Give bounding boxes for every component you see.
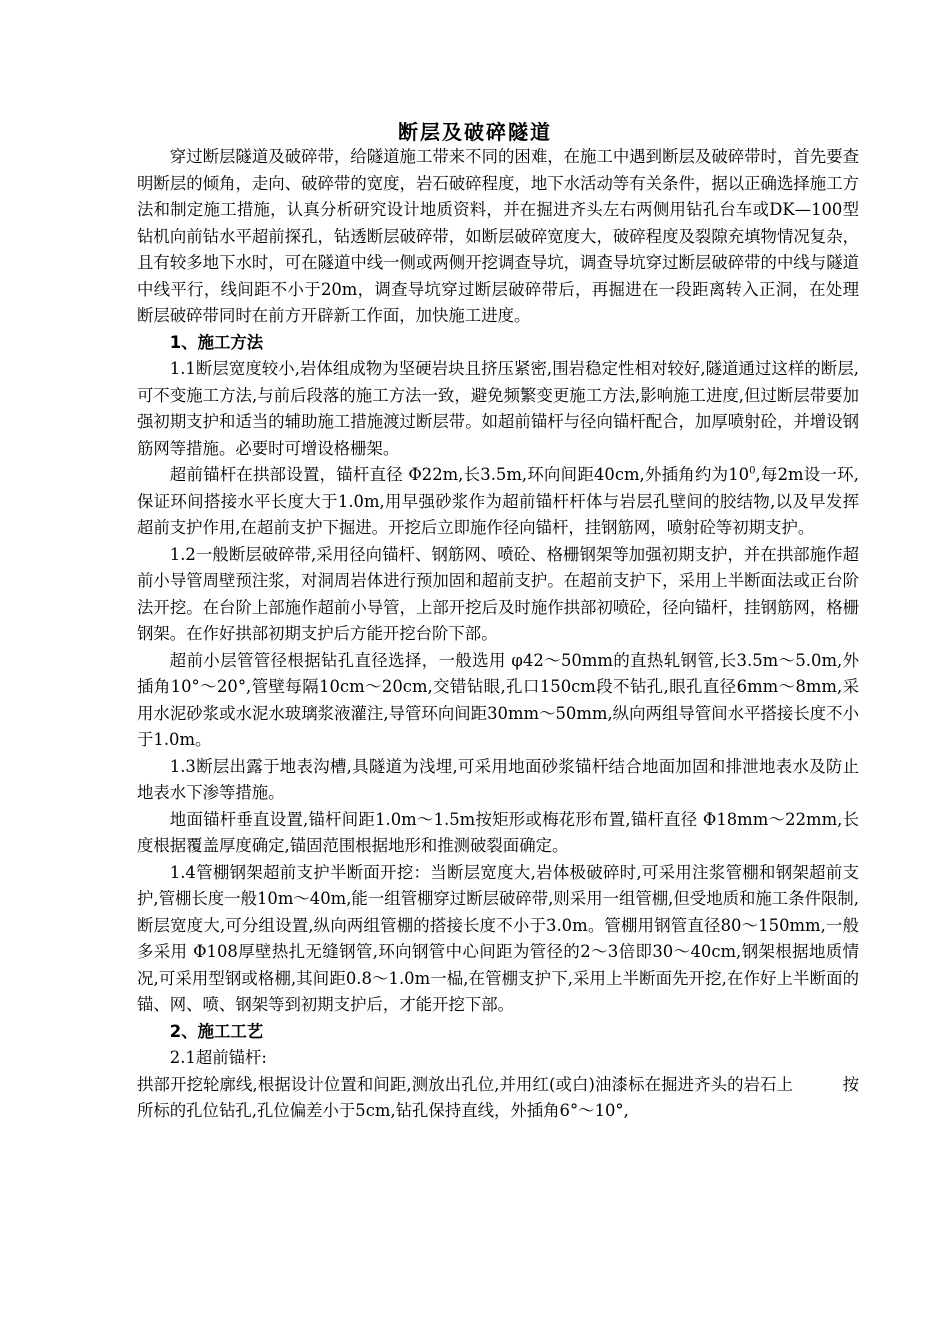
document-body	[137, 144, 859, 1125]
section-2-heading: 2、施工工艺	[169, 1021, 264, 1041]
paragraph-1-2-pipe: 超前小层管管径根据钻孔直径选择，一般选用 φ42～50mm的直热轧钢管,长3.5m～5.0m,外插角10°～20°,管壁每隔10cm～20cm,交错钻眼,孔口150cm段不钻孔,眼孔直径6mm～8mm,采用水泥砂浆或水泥水玻璃浆液灌注,导管环向间距30mm～50mm,纵向两组导管间水平搭接长度不小于1.0m。	[137, 650, 859, 749]
intro-paragraph: 穿过断层隧道及破碎带，给隧道施工带来不同的困难，在施工中遇到断层及破碎带时，首先要查明断层的倾角，走向、破碎带的宽度，岩石破碎程度，地下水活动等有关条件，据以正确选择施工方法和制定施工措施，认真分析研究设计地质资料，并在掘进齐头左右两侧用钻孔台车或DK—100型钻机向前钻水平超前探孔，钻透断层破碎带，如断层破碎宽度大，破碎程度及裂隙充填物情况复杂，且有较多地下水时，可在隧道中线一侧或两侧开挖调查导坑，调查导坑穿过断层破碎带的中线与隧道中线平行，线间距不小于20m，调查导坑穿过断层破碎带后，再掘进在一段距离转入正洞，在处理断层破碎带同时在前方开辟新工作面，加快施工进度。	[137, 147, 859, 325]
paragraph-1-3-anchor: 地面锚杆垂直设置,锚杆间距1.0m～1.5m按矩形或梅花形布置,锚杆直径 Φ18mm～22mm,长度根据覆盖厚度确定,锚固范围根据地形和推测破裂面确定。	[137, 809, 859, 855]
paragraph-1-1-anchor	[137, 462, 859, 542]
paragraph-1-1: 1.1断层宽度较小,岩体组成物为坚硬岩块且挤压紧密,围岩稳定性相对较好,隧道通过这样的断层,可不变施工方法,与前后段落的施工方法一致，避免频繁变更施工方法,影响施工进度,但过断层带要加强初期支护和适当的辅助施工措施渡过断层带。如超前锚杆与径向锚杆配合，加厚喷射砼，并增设钢筋网等措施。必要时可增设格栅架。	[137, 359, 859, 458]
paragraph-1-2: 1.2一般断层破碎带,采用径向锚杆、钢筋网、喷砼、格栅钢架等加强初期支护，并在拱部施作超前小导管周壁预注浆，对洞周岩体进行预加固和超前支护。在超前支护下，采用上半断面法或正台阶法开挖。在台阶上部施作超前小导管，上部开挖后及时施作拱部初喷砼，径向锚杆，挂钢筋网，格栅钢架。在作好拱部初期支护后方能开挖台阶下部。	[137, 544, 859, 643]
subsection-2-1-heading: 2.1超前锚杆:	[169, 1048, 267, 1067]
degree-superscript: 0	[749, 465, 756, 477]
document-title: 断层及破碎隧道	[398, 120, 552, 144]
paragraph-1-1-anchor-pre: 超前锚杆在拱部设置，锚杆直径 Φ22m,长3.5m,环向间距40cm,外插角约为10	[169, 465, 750, 484]
section-1-heading: 1、施工方法	[169, 332, 264, 352]
paragraph-1-3: 1.3断层出露于地表沟槽,具隧道为浅埋,可采用地面砂浆锚杆结合地面加固和排泄地表水及防止地表水下渗等措施。	[137, 756, 859, 802]
paragraph-2-1: 拱部开挖轮廓线,根据设计位置和间距,测放出孔位,并用红(或白)油漆标在掘进齐头的岩石上 按所标的孔位钻孔,孔位偏差小于5cm,钻孔保持直线，外插角6°～10°,	[137, 1074, 859, 1120]
paragraph-1-1-anchor-post: ,每2m设一环,保证环间搭接水平长度大于1.0m,用早强砂浆作为超前锚杆杆体与岩层孔壁间的胶结物,以及早发挥超前支护作用,在超前支护下掘进。开挖后立即施作径向锚杆，挂钢筋网，喷射砼等初期支护。	[137, 465, 859, 537]
paragraph-1-4: 1.4管棚钢架超前支护半断面开挖：当断层宽度大,岩体极破碎时,可采用注浆管棚和钢架超前支护,管棚长度一般10m～40m,能一组管棚穿过断层破碎带,则采用一组管棚,但受地质和施工条件限制,断层宽度大,可分组设置,纵向两组管棚的搭接长度不小于3.0m。管棚用钢管直径80～150mm,一般多采用 Φ108厚壁热扎无缝钢管,环向钢管中心间距为管径的2～3倍即30～40cm,钢架根据地质情况,可采用型钢或格棚,其间距0.8～1.0m一榀,在管棚支护下,采用上半断面先开挖,在作好上半断面的锚、网、喷、钢架等到初期支护后，才能开挖下部。	[137, 862, 859, 1014]
